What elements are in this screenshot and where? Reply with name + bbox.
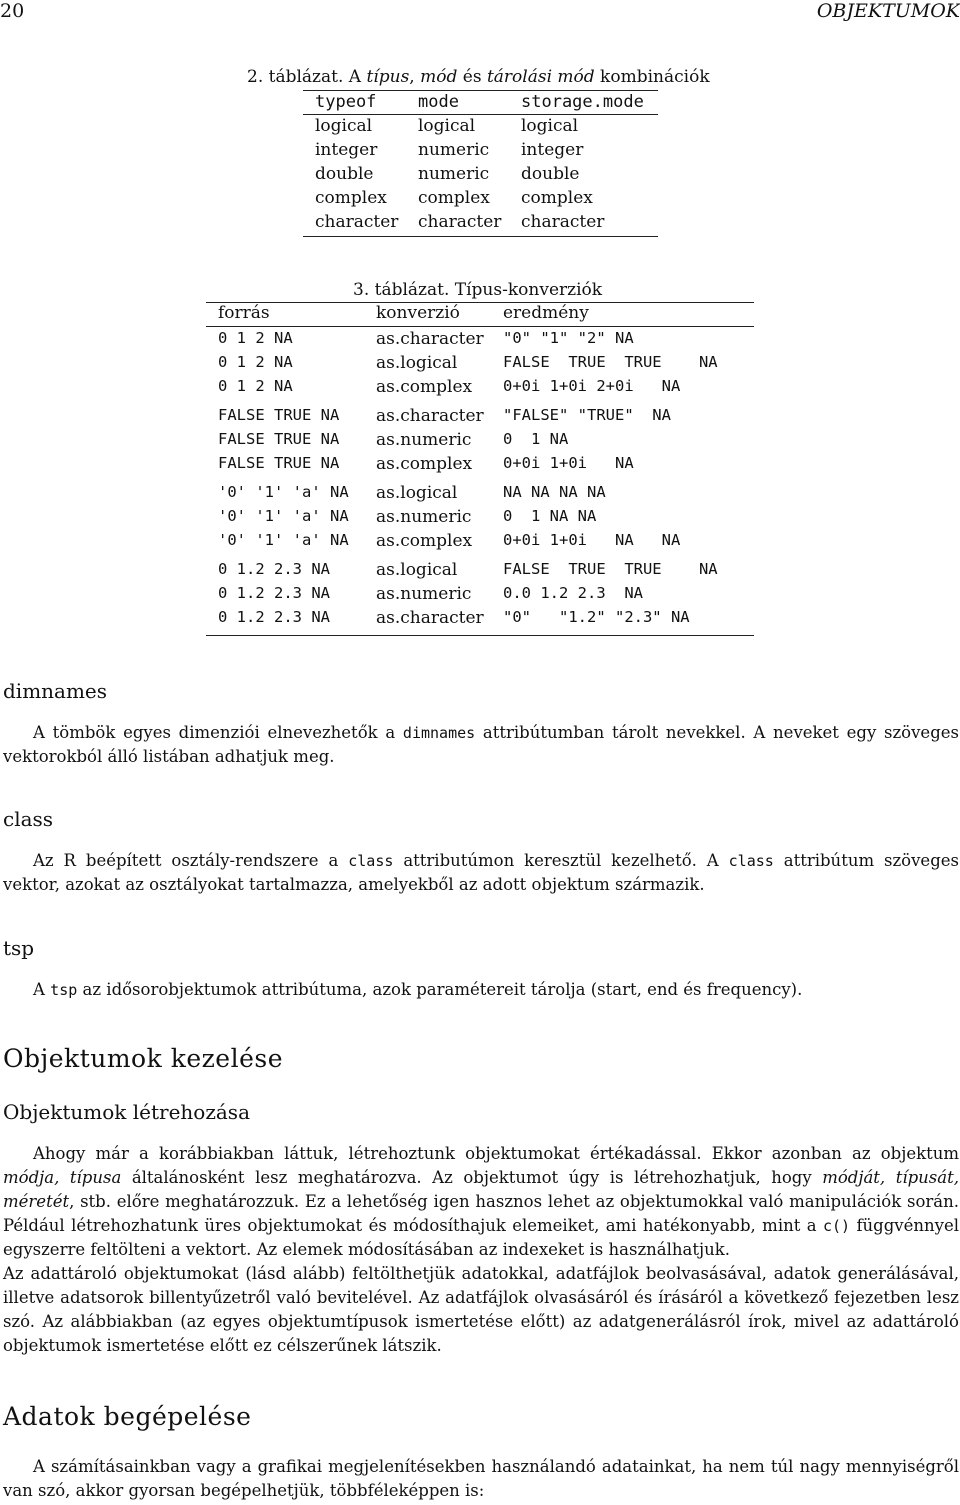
table-cell: FALSE TRUE NA — [218, 454, 340, 472]
table-cell: as.logical — [376, 560, 458, 580]
table2-caption-em-mod: mód — [420, 67, 458, 87]
paragraph-objektumok-letrehozasa-1 — [3, 1142, 959, 1262]
letrehozasa-text-b: általánosként lesz meghatározva. Az objektumot úgy is létrehozhatjuk, hogy — [121, 1168, 823, 1187]
table-cell: logical — [521, 116, 579, 136]
table3-caption: 3. táblázat. Típus-konverziók — [353, 280, 603, 300]
table-cell: 0 1.2 2.3 NA — [218, 608, 330, 626]
table3-bottom-rule — [206, 635, 754, 636]
table-cell: 0 1 NA — [503, 430, 569, 448]
table2-caption-suffix: kombinációk — [594, 67, 710, 87]
letrehozasa-text-c: , stb. előre meghatározzuk. Ez a lehetőség igen hasznos lehet az objektumokkal való manipulációk során. Például létrehozhatunk üres objektumokat és módosíthajuk elemeiket, ami hatékonyabb, mint a — [3, 1192, 959, 1235]
paragraph-class — [3, 849, 959, 897]
letrehozasa-text-d: függvénnyel egyszerre feltölteni a vektort. Az elemek módosításában az indexeket is használhatjuk. — [3, 1216, 960, 1259]
table3-header-rule — [206, 326, 754, 327]
table-cell: '0' '1' 'a' NA — [218, 507, 349, 525]
table-cell: as.numeric — [376, 507, 472, 527]
table-cell: 0 1 NA NA — [503, 507, 597, 525]
table-cell: as.logical — [376, 353, 458, 373]
table-cell: as.complex — [376, 531, 473, 551]
table-cell: NA NA NA NA — [503, 483, 606, 501]
table-cell: as.character — [376, 608, 484, 628]
table2-header-cell: storage.mode — [521, 92, 644, 112]
table-cell: double — [521, 164, 580, 184]
table2-caption-em-tipus: típus — [366, 67, 410, 87]
table-cell: logical — [315, 116, 373, 136]
table-cell: 0+0i 1+0i 2+0i NA — [503, 377, 681, 395]
class-text-3: attribútum szöveges vektor, azokat az osztályokat tartalmazza, amelyekből az adott objektum származik. — [3, 851, 959, 894]
running-head: OBJEKTUMOK — [816, 0, 960, 22]
table-cell: as.character — [376, 329, 484, 349]
table-cell: integer — [315, 140, 378, 160]
table-cell: as.logical — [376, 483, 458, 503]
paragraph-dimnames — [3, 721, 959, 769]
tsp-text-1: A — [33, 980, 51, 999]
table-cell: '0' '1' 'a' NA — [218, 483, 349, 501]
tsp-text-2: az idősorobjektumok attribútuma, azok paramétereit tárolja (start, end és frequency). — [77, 980, 803, 999]
table-cell: complex — [521, 188, 593, 208]
paragraph-adatok-begepelese: A számításainkban vagy a grafikai megjelenítésekben használandó adatainkat, ha nem túl nagy mennyiségről van szó, akkor gyorsan begépelhetjük, többféleképpen is: — [3, 1457, 959, 1500]
dimnames-text-1: A tömbök egyes dimenziói elnevezhetők a — [33, 723, 403, 742]
table-cell: "FALSE" "TRUE" NA — [503, 406, 671, 424]
table3-header-cell: konverzió — [376, 303, 460, 323]
table-cell: 0 1 2 NA — [218, 377, 293, 395]
table-cell: character — [521, 212, 605, 232]
table-cell: numeric — [418, 140, 490, 160]
table-cell: as.numeric — [376, 584, 472, 604]
chapter-heading-adatok-begepelese: Adatok begépelése — [3, 1402, 252, 1431]
letrehozasa-em-2: módját, típusát, méretét — [3, 1168, 959, 1211]
table-cell: 0 1 2 NA — [218, 353, 293, 371]
section-heading-objektumok-letrehozasa: Objektumok létrehozása — [3, 1100, 250, 1124]
table-cell: character — [418, 212, 502, 232]
table-cell: FALSE TRUE TRUE NA — [503, 560, 718, 578]
table3-header-cell: eredmény — [503, 303, 589, 323]
table-cell: FALSE TRUE NA — [218, 430, 340, 448]
section-heading-tsp: tsp — [3, 936, 35, 960]
table-cell: as.character — [376, 406, 484, 426]
table-cell: FALSE TRUE NA — [218, 406, 340, 424]
section-heading-dimnames: dimnames — [3, 679, 108, 703]
table-cell: complex — [418, 188, 490, 208]
table2-header-cell: typeof — [315, 92, 377, 112]
dimnames-text-2: attribútumban tárolt nevekkel. A neveket egy szöveges vektorokból álló listában adhatjuk meg. — [3, 723, 959, 766]
table2-header-rule — [303, 114, 658, 115]
letrehozasa-em-1: módja, típusa — [3, 1168, 122, 1187]
dimnames-code: dimnames — [402, 724, 476, 742]
paragraph-objektumok-letrehozasa-2: Az adattároló objektumokat (lásd alább) feltölthetjük adatokkal, adatfájlok beolvasásával, adatok generálásával, illetve adatsorok billentyűzetről való bevitelével. Az adatfájlok olvasásáról és írásáról a következő fejezetben lesz szó. Az alábbiakban (az egyes objektumtípusok ismertetése előtt) az adatgenerálásról írok, mivel az adattároló objektumok ismertetése előtt ez célszerűnek látszik. — [3, 1264, 959, 1355]
table-cell: "0" "1.2" "2.3" NA — [503, 608, 690, 626]
table2-header-cell: mode — [418, 92, 459, 112]
letrehozasa-code: c() — [822, 1217, 851, 1235]
table-cell: '0' '1' 'a' NA — [218, 531, 349, 549]
table-cell: logical — [418, 116, 476, 136]
table-cell: as.complex — [376, 377, 473, 397]
page-header — [0, 0, 960, 24]
class-code-1: class — [348, 852, 394, 870]
table-cell: integer — [521, 140, 584, 160]
class-text-2: attributúmon keresztül kezelhető. A — [393, 851, 729, 870]
table-cell: double — [315, 164, 374, 184]
table2-caption-mid2: és — [457, 67, 487, 87]
table-cell: 0 1 2 NA — [218, 329, 293, 347]
table2-caption — [247, 67, 710, 87]
table-cell: FALSE TRUE TRUE NA — [503, 353, 718, 371]
table2-caption-em-tarolasi-mod: tárolási mód — [486, 67, 595, 87]
table3-top-rule — [206, 302, 754, 303]
table-cell: complex — [315, 188, 387, 208]
table-cell: 0+0i 1+0i NA NA — [503, 531, 681, 549]
table-cell: 0+0i 1+0i NA — [503, 454, 634, 472]
letrehozasa-text-a: Ahogy már a korábbiakban láttuk, létrehoztunk objektumokat értékadással. Ekkor azonban az objektum — [33, 1144, 959, 1163]
table2-caption-prefix: 2. táblázat. A — [247, 67, 367, 87]
section-heading-class: class — [3, 807, 54, 831]
chapter-heading-objektumok-kezelese: Objektumok kezelése — [3, 1044, 284, 1073]
table-cell: 0.0 1.2 2.3 NA — [503, 584, 643, 602]
table2-top-rule — [303, 90, 658, 91]
table2-bottom-rule — [303, 236, 658, 237]
class-code-2: class — [728, 852, 774, 870]
table-cell: character — [315, 212, 399, 232]
class-text-1: Az R beépített osztály-rendszere a — [33, 851, 349, 870]
tsp-code: tsp — [50, 981, 78, 999]
table-cell: "0" "1" "2" NA — [503, 329, 634, 347]
paragraph-tsp — [3, 978, 959, 1002]
table-cell: 0 1.2 2.3 NA — [218, 584, 330, 602]
page-number: 20 — [0, 0, 25, 22]
table-cell: 0 1.2 2.3 NA — [218, 560, 330, 578]
table-cell: as.complex — [376, 454, 473, 474]
table-cell: numeric — [418, 164, 490, 184]
table3-header-cell: forrás — [218, 303, 270, 323]
table2-caption-mid1: , — [409, 67, 421, 87]
table-cell: as.numeric — [376, 430, 472, 450]
